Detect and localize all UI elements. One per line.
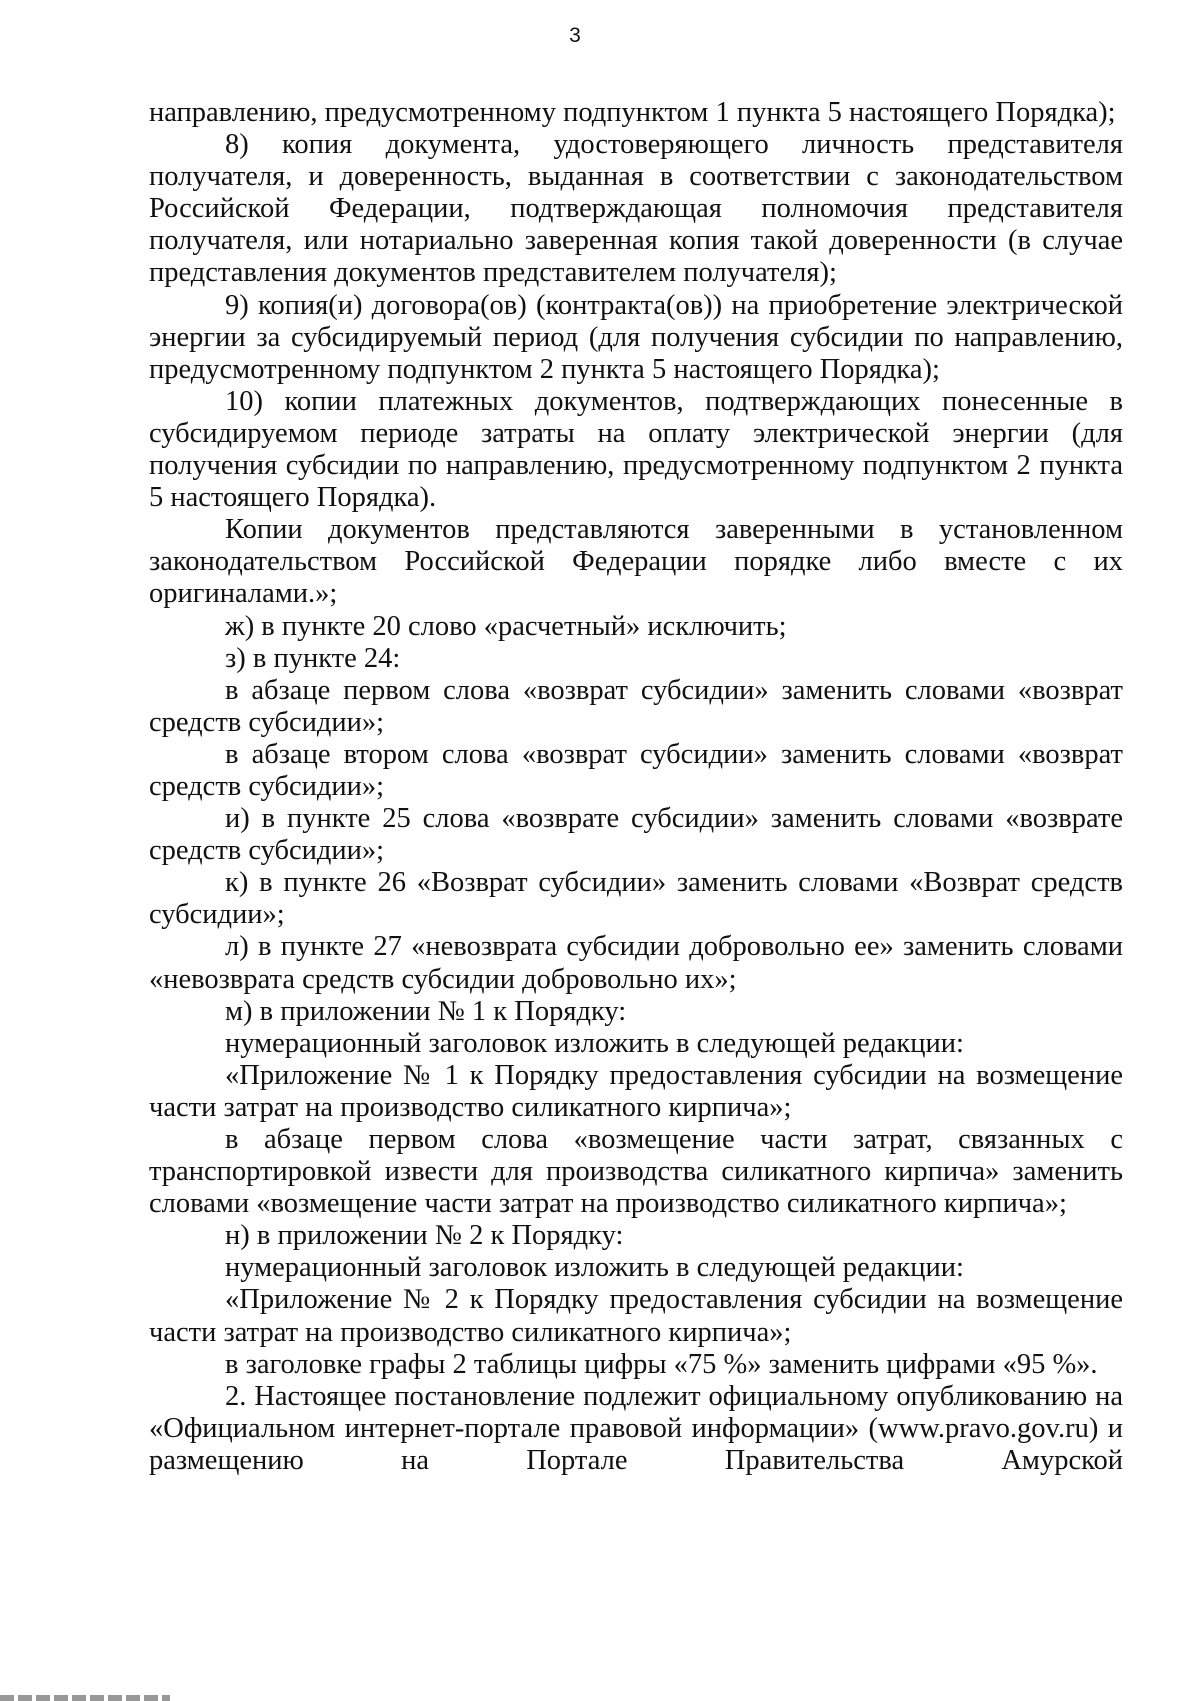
paragraph: и) в пункте 25 слова «возврате субсидии» заменить словами «возврате средств субсидии»; [149,803,1123,867]
paragraph: в абзаце втором слова «возврат субсидии» заменить словами «возврат средств субсидии»; [149,738,1123,802]
paragraph: направлению, предусмотренному подпунктом 1 пункта 5 настоящего Порядка); [149,97,1116,128]
paragraph: н) в приложении № 2 к Порядку: [225,1220,624,1252]
paragraph: в заголовке графы 2 таблицы цифры «75 %» заменить цифрами «95 %». [225,1348,1098,1380]
page-number: 3 [569,24,581,47]
paragraph: 9) копия(и) договора(ов) (контракта(ов)) на приобретение электрической энергии за субсидируемый период (для получения субсидии по направлению, предусмотренному подпунктом 2 пункта 5 настоящего Порядка); [149,289,1123,385]
paragraph: в абзаце первом слова «возврат субсидии» заменить словами «возврат средств субсидии»; [149,674,1123,738]
paragraph: «Приложение № 1 к Порядку предоставления субсидии на возмещение части затрат на производство силикатного кирпича»; [149,1059,1123,1123]
scan-edge-mark [0,1695,170,1701]
document-body [149,97,1123,1477]
paragraph: Копии документов представляются заверенными в установленном законодательством Российской Федерации порядке либо вместе с их оригиналами.»; [149,514,1123,610]
paragraph: ж) в пункте 20 слово «расчетный» исключить; [225,610,787,642]
paragraph: нумерационный заголовок изложить в следующей редакции: [225,1027,964,1059]
paragraph: к) в пункте 26 «Возврат субсидии» заменить словами «Возврат средств субсидии»; [149,867,1123,931]
paragraph: м) в приложении № 1 к Порядку: [225,995,627,1027]
paragraph: 8) копия документа, удостоверяющего личность представителя получателя, и доверенность, выданная в соответствии с законодательством Российской Федерации, подтверждающая полномочия представителя получателя, или нотариально заверенная копия такой доверенности (в случае представления документов представителем получателя); [149,129,1123,289]
paragraph: л) в пункте 27 «невозврата субсидии добровольно ее» заменить словами «невозврата средств субсидии добровольно их»; [149,931,1123,995]
paragraph: 10) копии платежных документов, подтверждающих понесенные в субсидируемом периоде затраты на оплату электрической энергии (для получения субсидии по направлению, предусмотренному подпунктом 2 пункта 5 настоящего Порядка). [149,385,1123,514]
paragraph: в абзаце первом слова «возмещение части затрат, связанных с транспортировкой извести для производства силикатного кирпича» заменить словами «возмещение части затрат на производство силикатного кирпича»; [149,1124,1123,1220]
paragraph: 2. Настоящее постановление подлежит официальному опубликованию на «Официальном интернет-портале правовой информации» (www.pravo.gov.ru) и размещению на Портале Правительства Амурской [149,1380,1123,1476]
paragraph: з) в пункте 24: [225,642,401,674]
paragraph: «Приложение № 2 к Порядку предоставления субсидии на возмещение части затрат на производство силикатного кирпича»; [149,1284,1123,1348]
paragraph: нумерационный заголовок изложить в следующей редакции: [225,1252,964,1284]
